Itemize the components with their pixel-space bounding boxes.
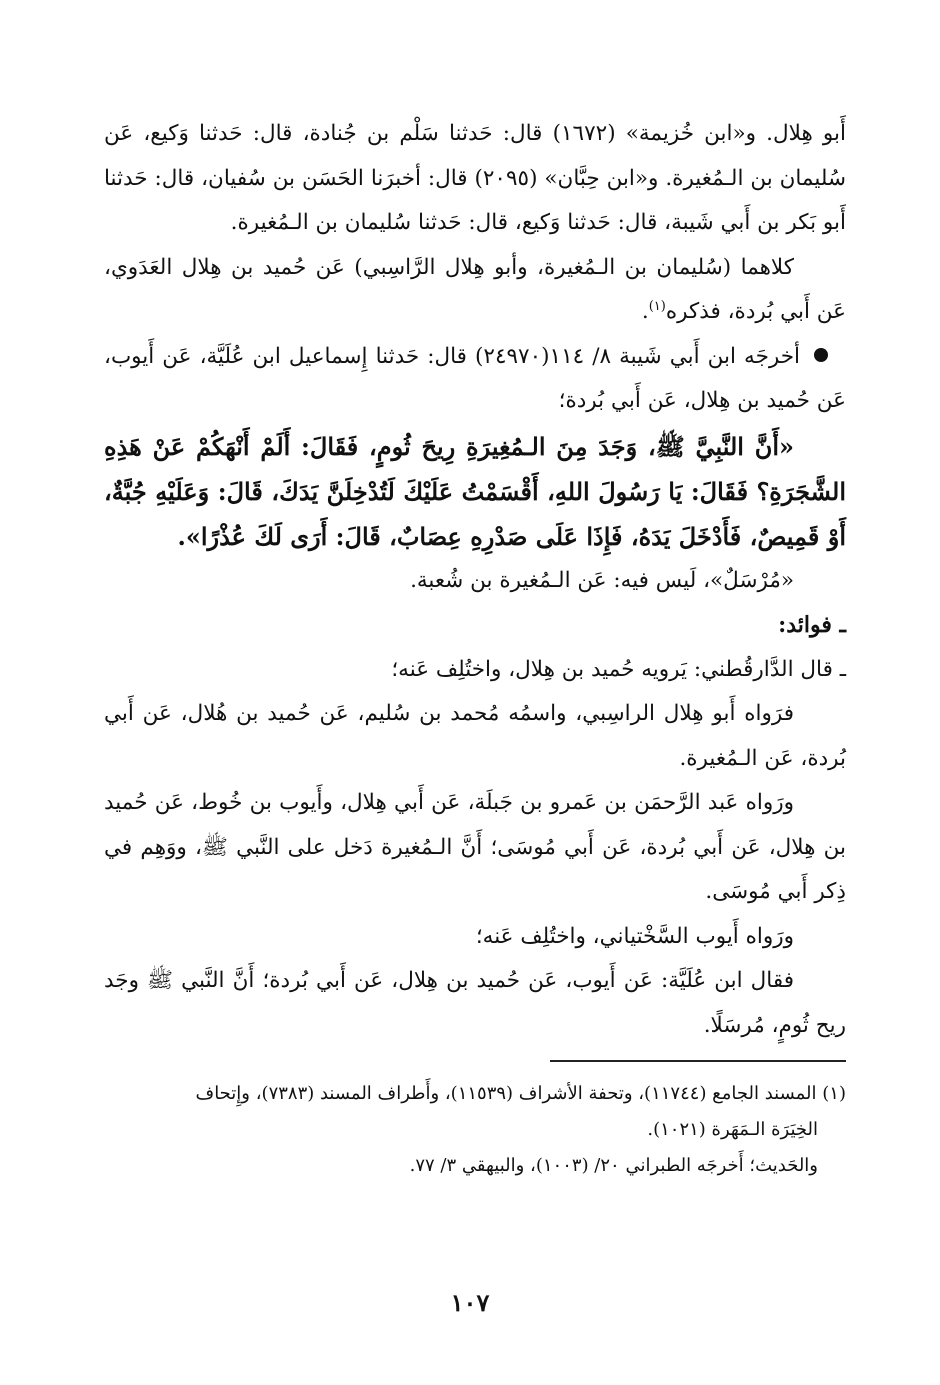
paragraph-3 <box>104 335 846 424</box>
footnote-divider <box>550 1060 846 1062</box>
footnote-2: والحَديث؛ أَخرجَه الطبراني ٢٠/ (١٠٠٣)، والبيهقي ٣/ ٧٧. <box>409 1154 818 1176</box>
hadith-quote: «أَنَّ النَّبِيَّ ﷺ، وَجَدَ مِنَ الـمُغِيرَةِ رِيحَ ثُومٍ، فَقَالَ: أَلَمْ أَنْهَكُمْ عَنْ هَذِهِ الشَّجَرَةِ؟ فَقَالَ: يَا رَسُولَ اللهِ، أَقْسَمْتُ عَلَيْكَ لَتُدْخِلَنَّ يَدَكَ، قَالَ: وَعَلَيْهِ جُبَّةٌ، أَوْ قَمِيصٌ، فَأَدْخَلَ يَدَهُ، فَإِذَا عَلَى صَدْرِهِ عِصَابٌ، قَالَ: أَرَى لَكَ عُذْرًا». <box>104 431 846 551</box>
footnote-1-line-1: (١) المسند الجامع (١١٧٤٤)، وتحفة الأشراف (١١٥٣٩)، وأَطراف المسند (٧٣٨٣)، وإِتحاف <box>195 1082 846 1104</box>
paragraph-1: أَبو هِلال. و«ابن خُزيمة» (١٦٧٢) قال: حَدثنا سَلْم بن جُنادة، قال: حَدثنا وَكيع، عَن سُليمان بن الـمُغيرة. و«ابن حِبَّان» (٢٠٩٥) قال: أخبرَنا الحَسَن بن سُفيان، قال: حَدثنا أَبو بَكر بن أَبي شَيبة، قال: حَدثنا وَكيع، قال: حَدثنا سُليمان بن الـمُغيرة. <box>104 121 846 235</box>
footnote-1 <box>104 1076 846 1148</box>
paragraph-6: فرَواه أَبو هِلال الراسِبي، واسمُه مُحمد بن سُليم، عَن حُميد بن هُلال، عَن أَبي بُردة، عَن الـمُغيرة. <box>104 701 846 771</box>
paragraph-2-text: كلاهما (سُليمان بن الـمُغيرة، وأبو هِلال الرَّاسِبي) عَن حُميد بن هِلال العَدَوي، عَن أَبي بُردة، فذكره <box>104 254 846 324</box>
main-text <box>104 112 846 1048</box>
paragraph-9: فقال ابن عُلَيَّة: عَن أَيوب، عَن حُميد بن هِلال، عَن أَبي بُردة؛ أَنَّ النَّبي ﷺ وجَد ريح ثُومٍ، مُرسَلًا. <box>104 968 846 1038</box>
paragraph-7: ورَواه عَبد الرَّحمَن بن عَمرو بن جَبلَة، عَن أَبي هِلال، وأَيوب بن خُوط، عَن حُميد بن هِلال، عَن أَبي بُردة، عَن أَبي مُوسَى؛ أَنَّ الـمُغيرة دَخل على النَّبي ﷺ، ووَهِم في ذِكر أَبي مُوسَى. <box>104 790 846 904</box>
page-number: ١٠٧ <box>450 1288 490 1317</box>
footnote-1-line-2: الخِيَرَة الـمَهَرة (١٠٢١). <box>647 1118 818 1140</box>
paragraph-8: ورَواه أَيوب السَّخْتياني، واختُلِف عَنه؛ <box>475 923 794 949</box>
paragraph-4: «مُرْسَلٌ»، لَيس فيه: عَن الـمُغيرة بن شُعبة. <box>410 567 794 593</box>
paragraph-2 <box>104 246 846 335</box>
footnotes <box>104 1076 846 1184</box>
paragraph-5: ـ قال الدَّارقُطني: يَرويه حُميد بن هِلال، واختُلِف عَنه؛ <box>391 656 846 682</box>
paragraph-2-end: . <box>641 299 649 324</box>
bullet-icon <box>814 348 828 362</box>
footnote-marker: (١) <box>648 298 666 314</box>
paragraph-3-text: أخرجَه ابن أَبي شَيبة ٨/ ١١٤(٢٤٩٧٠) قال: حَدثنا إِسماعيل ابن عُلَيَّة، عَن أَيوب، عَن حُميد بن هِلال، عَن أَبي بُردة؛ <box>104 343 846 413</box>
section-heading: ـ فوائد: <box>778 612 846 638</box>
